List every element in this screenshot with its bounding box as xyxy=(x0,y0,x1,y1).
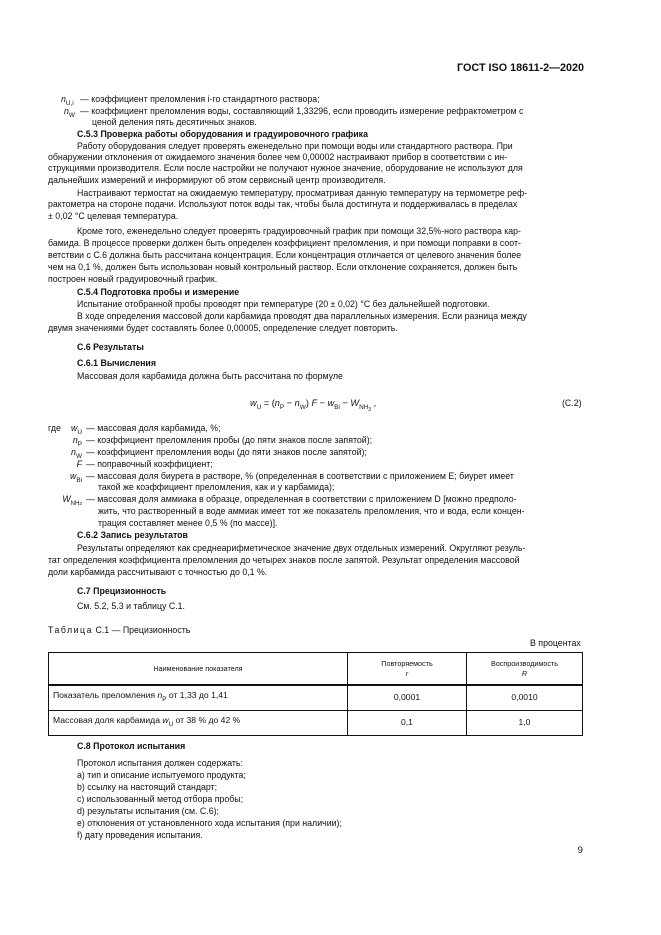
col-header-repeatability: Повторяемость r xyxy=(348,653,467,686)
c53-p3-line5: построен новый градуировочный график. xyxy=(48,274,218,284)
c54-p2-line2: двумя значениями будет составлять более 0,00005, определение следует повторить. xyxy=(48,323,398,333)
def-nw2-symbol: $n_W$ xyxy=(71,447,82,460)
def-wbi-text-cont: такой же коэффициент преломления, как и у карбамида); xyxy=(98,482,335,492)
def-wnh3-symbol: $W_{NH3}$ xyxy=(62,494,82,507)
c53-p1-line3: струкциями производителя. Если после настройки не получают нужное значение, оборудование не используют для xyxy=(48,163,523,173)
c8-item-b: b) ссылку на настоящий стандарт; xyxy=(77,782,218,792)
where-word: где xyxy=(48,423,61,433)
col-header-reproducibility: Воспроизводимость R xyxy=(467,653,583,686)
c53-p2-line3: ± 0,02 °С целевая температура. xyxy=(48,211,179,221)
table-cell-r: 0,1 xyxy=(348,711,467,736)
c53-p1-line4: дальнейших измерений и информируют об этом сервисный центр производителя. xyxy=(48,175,386,185)
c62-line2: тат определения коэффициента преломления до четырех знаков после запятой. Результат определения массовой xyxy=(48,555,520,565)
table-cell-R: 0,0010 xyxy=(467,685,583,711)
c53-p2-line2: рактометра на стороне подачи. Используют поток воды так, чтобы была достигнута и поддерживалась в пределах xyxy=(48,199,518,209)
col-header-indicator: Наименование показателя xyxy=(49,653,348,686)
c53-p3-line2: бамида. В процессе проверки должен быть определен коэффициент преломления, и при помощи поправки в соот- xyxy=(48,238,521,248)
c62-line1: Результаты определяют как среднеарифметическое значение двух отдельных измерений. Округляют резуль- xyxy=(77,543,526,553)
def-wnh3-text-cont2: трация составляет менее 0,5 % (по массе)]. xyxy=(98,518,278,528)
formula-c2: $w_U = (n_P - n_W) F - w_{Bi} - W_{NH3}$ , xyxy=(250,398,377,413)
section-c8-title: C.8 Протокол испытания xyxy=(77,741,186,751)
c8-item-c: c) использованный метод отбора пробы; xyxy=(77,794,244,804)
table-cell-r: 0,0001 xyxy=(348,685,467,711)
section-c6-title: C.6 Результаты xyxy=(77,342,144,352)
def-np-symbol: $n_P$ xyxy=(72,435,82,448)
table-cell-R: 1,0 xyxy=(467,711,583,736)
def-np-text: — коэффициент преломления пробы (до пяти знаков после запятой); xyxy=(86,435,373,445)
precision-table xyxy=(48,652,583,736)
c54-p1: Испытание отобранной пробы проводят при температуре (20 ± 0,02) °С без дальнейшей подготовки. xyxy=(77,299,490,309)
c53-p1-line2: обнаружении отклонения от ожидаемого значения более чем 0,00002 настраивают прибор в соответствии с ин- xyxy=(48,152,508,162)
def-nui-symbol: $n_{U,i}$ xyxy=(61,94,74,107)
def-wu-text: — массовая доля карбамида, %; xyxy=(86,423,221,433)
c53-p2-line1: Настраивают термостат на ожидаемую температуру, просматривая данную температуру на термометре реф- xyxy=(77,188,528,198)
c54-p2-line1: В ходе определения массовой доли карбамида проводят два параллельных измерения. Если разница между xyxy=(77,311,527,321)
def-wu-symbol: $w_U$ xyxy=(71,423,82,436)
def-nw-text-cont: ценой деления пять десятичных знаков. xyxy=(92,117,257,127)
c53-p3-line4: чем на 0,1 %, должен быть использован новый контрольный раствор. Если отклонение сохраняется, должен быть xyxy=(48,262,518,272)
table-cell-indicator: Массовая доля карбамида $w_U$ от 38 % до 42 % xyxy=(49,711,348,736)
formula-number: (C.2) xyxy=(562,398,582,408)
section-c53-title: C.5.3 Проверка работы оборудования и градуировочного графика xyxy=(77,129,368,139)
c53-p1-line1: Работу оборудования следует проверять еженедельно при помощи воды или стандартного раствора. При xyxy=(77,141,513,151)
def-nw2-text: — коэффициент преломления воды (до пяти знаков после запятой); xyxy=(86,447,367,457)
def-f-text: — поправочный коэффициент; xyxy=(86,459,213,469)
table-caption: Таблица С.1 — Прецизионность xyxy=(48,625,191,635)
table-units: В процентах xyxy=(530,638,581,648)
c53-p3-line3: ветствии с С.6 должна быть рассчитана концентрация. Если концентрация отличается от целевого значения более xyxy=(48,250,522,260)
c8-item-f: f) дату проведения испытания. xyxy=(77,830,203,840)
c8-intro: Протокол испытания должен содержать: xyxy=(77,758,243,768)
section-c61-title: C.6.1 Вычисления xyxy=(77,358,156,368)
table-row xyxy=(49,711,583,736)
c62-line3: доли карбамида рассчитывают с точностью до 0,1 %. xyxy=(48,567,268,577)
def-nui-text: — коэффициент преломления i-го стандартного раствора; xyxy=(80,94,320,104)
def-wbi-text: — массовая доля биурета в растворе, % (определенная в соответствии с приложением Е; биурет имеет xyxy=(86,471,514,481)
page-number: 9 xyxy=(577,845,583,856)
def-nw-symbol: $n_W$ xyxy=(64,106,75,119)
def-wbi-symbol: $w_{Bi}$ xyxy=(69,471,82,484)
def-wnh3-text-cont1: жить, что растворенный в воде аммиак имеет тот же показатель преломления, что и вода, если концен- xyxy=(98,506,525,516)
def-wnh3-text: — массовая доля аммиака в образце, определенная в соответствии с приложением D [можно предполо- xyxy=(86,494,517,504)
section-c62-title: C.6.2 Запись результатов xyxy=(77,530,188,540)
c8-item-d: d) результаты испытания (см. С.6); xyxy=(77,806,219,816)
c7-text: См. 5.2, 5.3 и таблицу С.1. xyxy=(77,601,185,611)
table-row xyxy=(49,685,583,711)
c53-p3-line1: Кроме того, еженедельно следует проверять градуировочный график при помощи 32,5%-ного раствора кар- xyxy=(77,226,521,236)
c61-text: Массовая доля карбамида должна быть рассчитана по формуле xyxy=(77,371,343,381)
section-c7-title: C.7 Прецизионность xyxy=(77,586,167,596)
table-header-row xyxy=(49,653,583,686)
c8-item-e: e) отклонения от установленного хода испытания (при наличии); xyxy=(77,818,342,828)
def-nw-text: — коэффициент преломления воды, составляющий 1,33296, если проводить измерение рефрактометром с xyxy=(80,106,524,116)
standard-header: ГОСТ ISO 18611-2—2020 xyxy=(457,62,584,74)
def-f-symbol: F xyxy=(76,459,82,469)
table-cell-indicator: Показатель преломления $n_P$ от 1,33 до 1,41 xyxy=(49,685,348,711)
section-c54-title: C.5.4 Подготовка пробы и измерение xyxy=(77,287,240,297)
c8-item-a: a) тип и описание испытуемого продукта; xyxy=(77,770,246,780)
